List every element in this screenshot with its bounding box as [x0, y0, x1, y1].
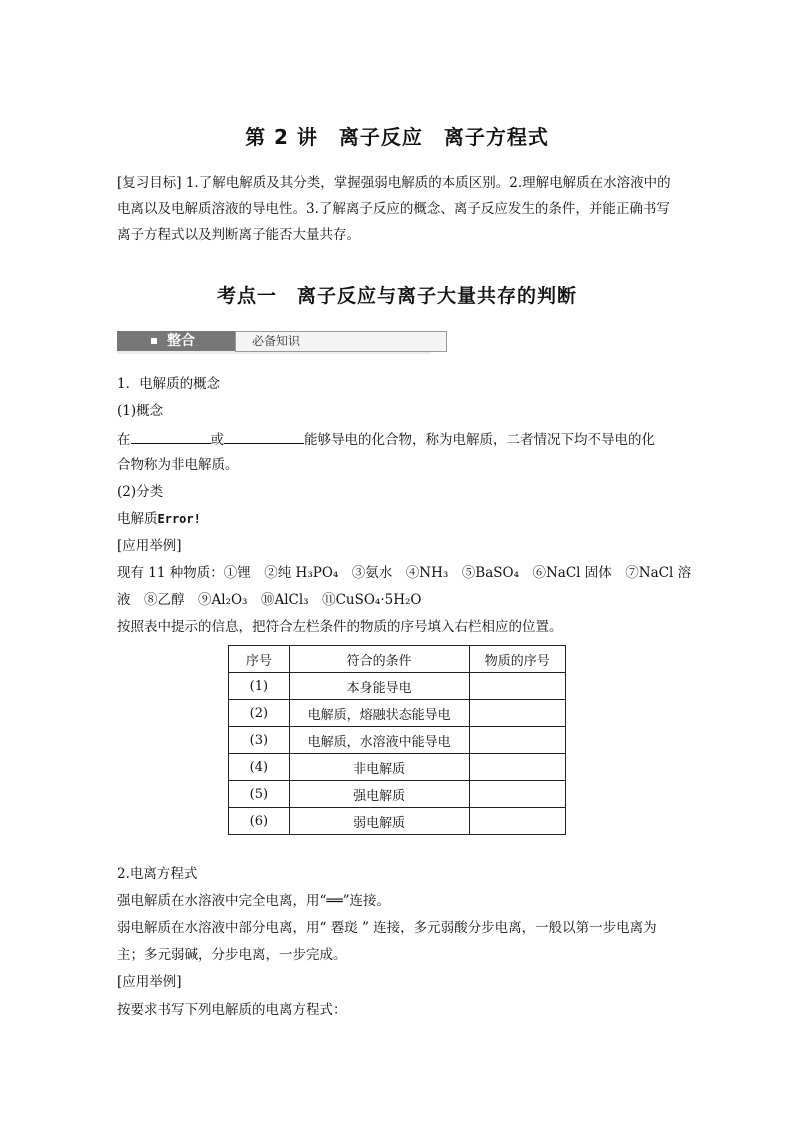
strong-electrolyte-text: 强电解质在水溶液中完全电离，用“══”连接。 — [117, 893, 391, 909]
table-row — [229, 700, 566, 727]
concept-text-1: 在 — [117, 432, 131, 448]
weak-electrolyte-line-2: 主；多元弱碱，分步电离，一步完成。 — [117, 947, 347, 963]
review-goal-paragraph — [117, 170, 679, 248]
answer-cell[interactable] — [469, 808, 565, 835]
error-field: Error! — [157, 512, 201, 526]
banner-right-label: 必备知识 — [252, 334, 301, 348]
row-number: (5) — [229, 781, 290, 808]
review-goal-label: [复习目标] — [117, 175, 182, 191]
row-condition: 本身能导电 — [289, 673, 469, 700]
row-condition: 电解质，熔融状态能导电 — [289, 700, 469, 727]
row-number: (3) — [229, 727, 290, 754]
row-condition: 弱电解质 — [289, 808, 469, 835]
review-goal-text: 1.了解电解质及其分类，掌握强弱电解质的本质区别。2.理解电解质在水溶液中的电离以及电解质溶液的导电性。3.了解离子反应的概念、离子反应发生的条件，并能正确书写离子方程式以及判断离子能否大量共存。 — [117, 175, 671, 243]
classification-table — [228, 645, 566, 835]
row-number: (4) — [229, 754, 290, 781]
page-title: 第 2 讲 离子反应 离子方程式 — [245, 125, 549, 149]
table-header: 物质的序号 — [469, 646, 565, 673]
row-condition: 非电解质 — [289, 754, 469, 781]
subheading-concept: (1)概念 — [117, 403, 164, 419]
banner-left-block — [117, 331, 235, 351]
application-label-2: [应用举例] — [117, 974, 182, 990]
heading-ionization-equation: 2.电离方程式 — [117, 866, 198, 882]
concept-text-3: 能够导电的化合物，称为电解质，二者情况下均不导电的化 — [304, 432, 655, 448]
row-number: (6) — [229, 808, 290, 835]
weak-electrolyte-line-1: 弱电解质在水溶液中部分电离，用“ 䙴珳 ” 连接，多元弱酸分步电离，一般以第一步电离为 — [117, 920, 657, 936]
row-condition: 强电解质 — [289, 781, 469, 808]
classification-line — [117, 510, 201, 528]
application-label-1: [应用举例] — [117, 538, 182, 554]
fill-blank-1[interactable] — [131, 429, 211, 444]
banner-right-block — [235, 331, 447, 352]
table-header: 符合的条件 — [289, 646, 469, 673]
table-header: 序号 — [229, 646, 290, 673]
answer-cell[interactable] — [469, 727, 565, 754]
table-row — [229, 754, 566, 781]
answer-cell[interactable] — [469, 700, 565, 727]
answer-cell[interactable] — [469, 673, 565, 700]
answer-cell[interactable] — [469, 754, 565, 781]
table-row — [229, 808, 566, 835]
section-title: 考点一 离子反应与离子大量共存的判断 — [216, 285, 577, 307]
concept-text-2: 或 — [210, 432, 224, 448]
table-row — [229, 673, 566, 700]
answer-cell[interactable] — [469, 781, 565, 808]
table-header-row — [229, 646, 566, 673]
square-bullet-icon — [151, 338, 157, 344]
subheading-classification: (2)分类 — [117, 484, 164, 500]
row-number: (2) — [229, 700, 290, 727]
row-number: (1) — [229, 673, 290, 700]
heading-electrolyte-concept: 1．电解质的概念 — [117, 376, 221, 392]
table-row — [229, 727, 566, 754]
fill-blank-2[interactable] — [224, 429, 304, 444]
substances-line-2: 液 ⑧乙醇 ⑨Al₂O₃ ⑩AlCl₃ ⑪CuSO₄·5H₂O — [117, 592, 422, 608]
banner-left-label: 整合 — [167, 333, 195, 349]
table-row — [229, 781, 566, 808]
table-instruction: 按照表中提示的信息，把符合左栏条件的物质的序号填入右栏相应的位置。 — [117, 619, 563, 635]
concept-line-2: 合物称为非电解质。 — [117, 457, 239, 473]
concept-line — [117, 429, 655, 449]
substances-line-1: 现有 11 种物质：①锂 ②纯 H₃PO₄ ③氨水 ④NH₃ ⑤BaSO₄ ⑥NaCl 固体 ⑦NaCl 溶 — [117, 565, 692, 581]
row-condition: 电解质，水溶液中能导电 — [289, 727, 469, 754]
classification-prefix: 电解质 — [117, 511, 158, 527]
section-banner — [117, 330, 431, 354]
final-instruction: 按要求书写下列电解质的电离方程式： — [117, 1002, 347, 1018]
